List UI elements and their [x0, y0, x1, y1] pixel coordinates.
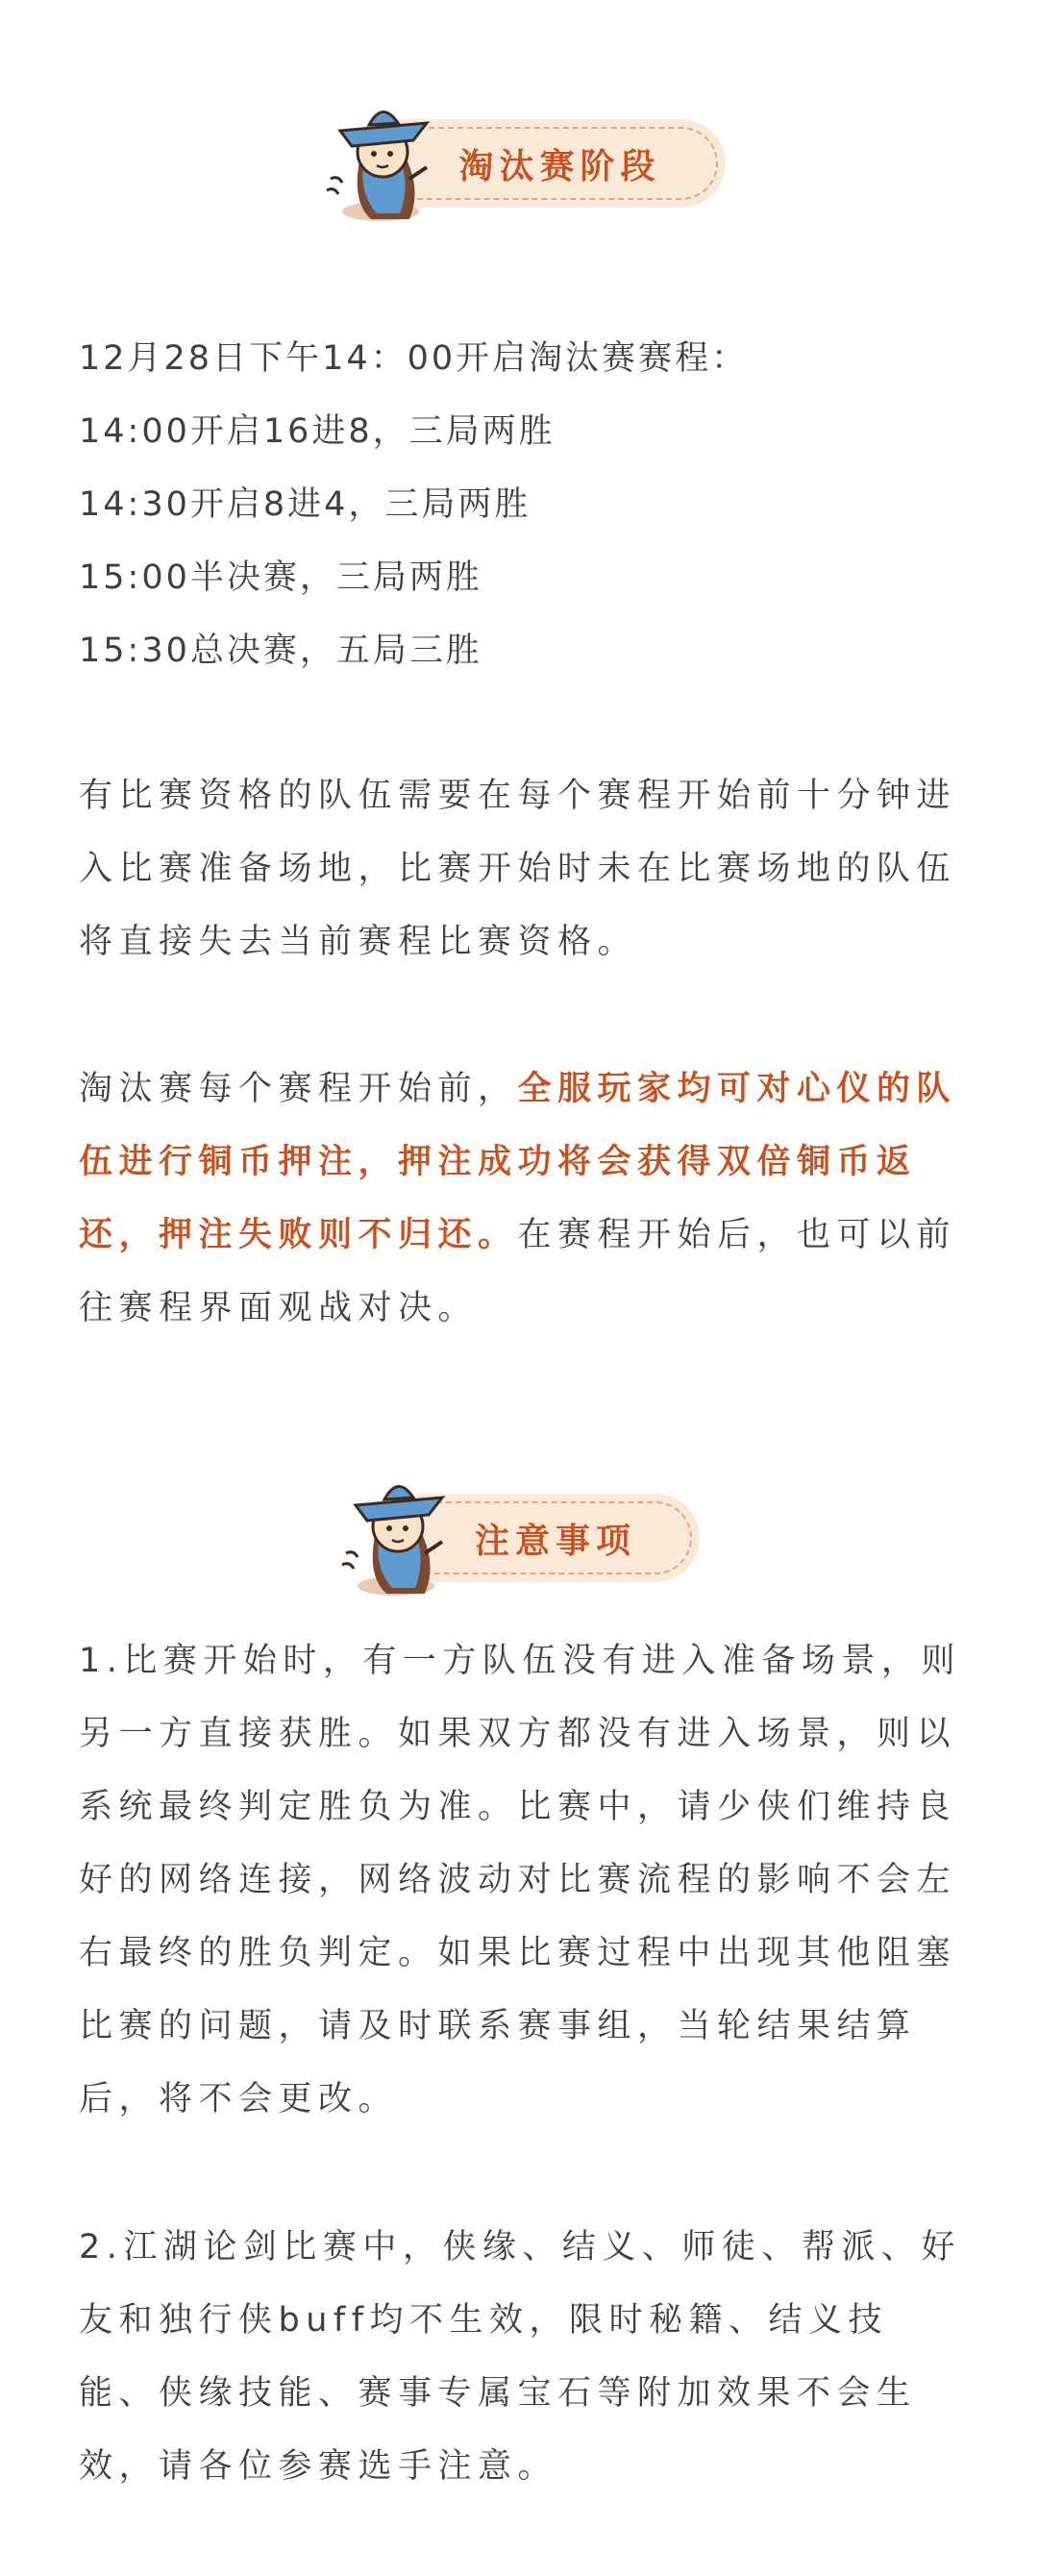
- section-title: 注意事项: [474, 1521, 636, 1561]
- betting-paragraph: [79, 1053, 963, 1345]
- schedule-item: 15:30总决赛，五局三胜: [79, 632, 482, 670]
- schedule-item: 15:00半决赛，三局两胜: [79, 558, 482, 597]
- section-header-elimination: [0, 96, 1038, 240]
- section-title: 淘汰赛阶段: [458, 146, 661, 186]
- scholar-mascot-icon: [329, 1461, 473, 1605]
- schedule-item: 14:00开启16进8，三局两胜: [79, 412, 556, 451]
- schedule-intro: 12月28日下午14：00开启淘汰赛赛程：: [79, 339, 749, 378]
- betting-highlight: 全服玩家均可对心仪的队伍进行铜币押注，押注成功将会获得双倍铜币返还，押注失败则不归还。: [79, 1070, 957, 1254]
- schedule-block: [79, 322, 963, 687]
- note-paragraph-2: 2.江湖论剑比赛中，侠缘、结义、师徒、帮派、好友和独行侠buff均不生效，限时秘籍、结义技能、侠缘技能、赛事专属宝石等附加效果不会生效，请各位参赛选手注意。: [79, 2228, 961, 2486]
- qualification-paragraph: 有比赛资格的队伍需要在每个赛程开始前十分钟进入比赛准备场地，比赛开始时未在比赛场地的队伍将直接失去当前赛程比赛资格。: [79, 777, 957, 961]
- betting-text-before: 淘汰赛每个赛程开始前，: [79, 1070, 518, 1108]
- section-header-notes: [0, 1471, 1038, 1615]
- note-paragraph-1: 1.比赛开始时，有一方队伍没有进入准备场景，则另一方直接获胜。如果双方都没有进入场景，则以系统最终判定胜负为准。比赛中，请少侠们维持良好的网络连接，网络波动对比赛流程的影响不会左右最终的胜负判定。如果比赛过程中出现其他阻塞比赛的问题，请及时联系赛事组，当轮结果结算后，将不会更改。: [79, 1642, 961, 2118]
- betting-text-after: 在赛程开始后，也可以前往赛程界面观战对决。: [79, 1216, 957, 1327]
- schedule-item: 14:30开启8进4，三局两胜: [79, 485, 531, 524]
- scholar-mascot-icon: [313, 87, 457, 231]
